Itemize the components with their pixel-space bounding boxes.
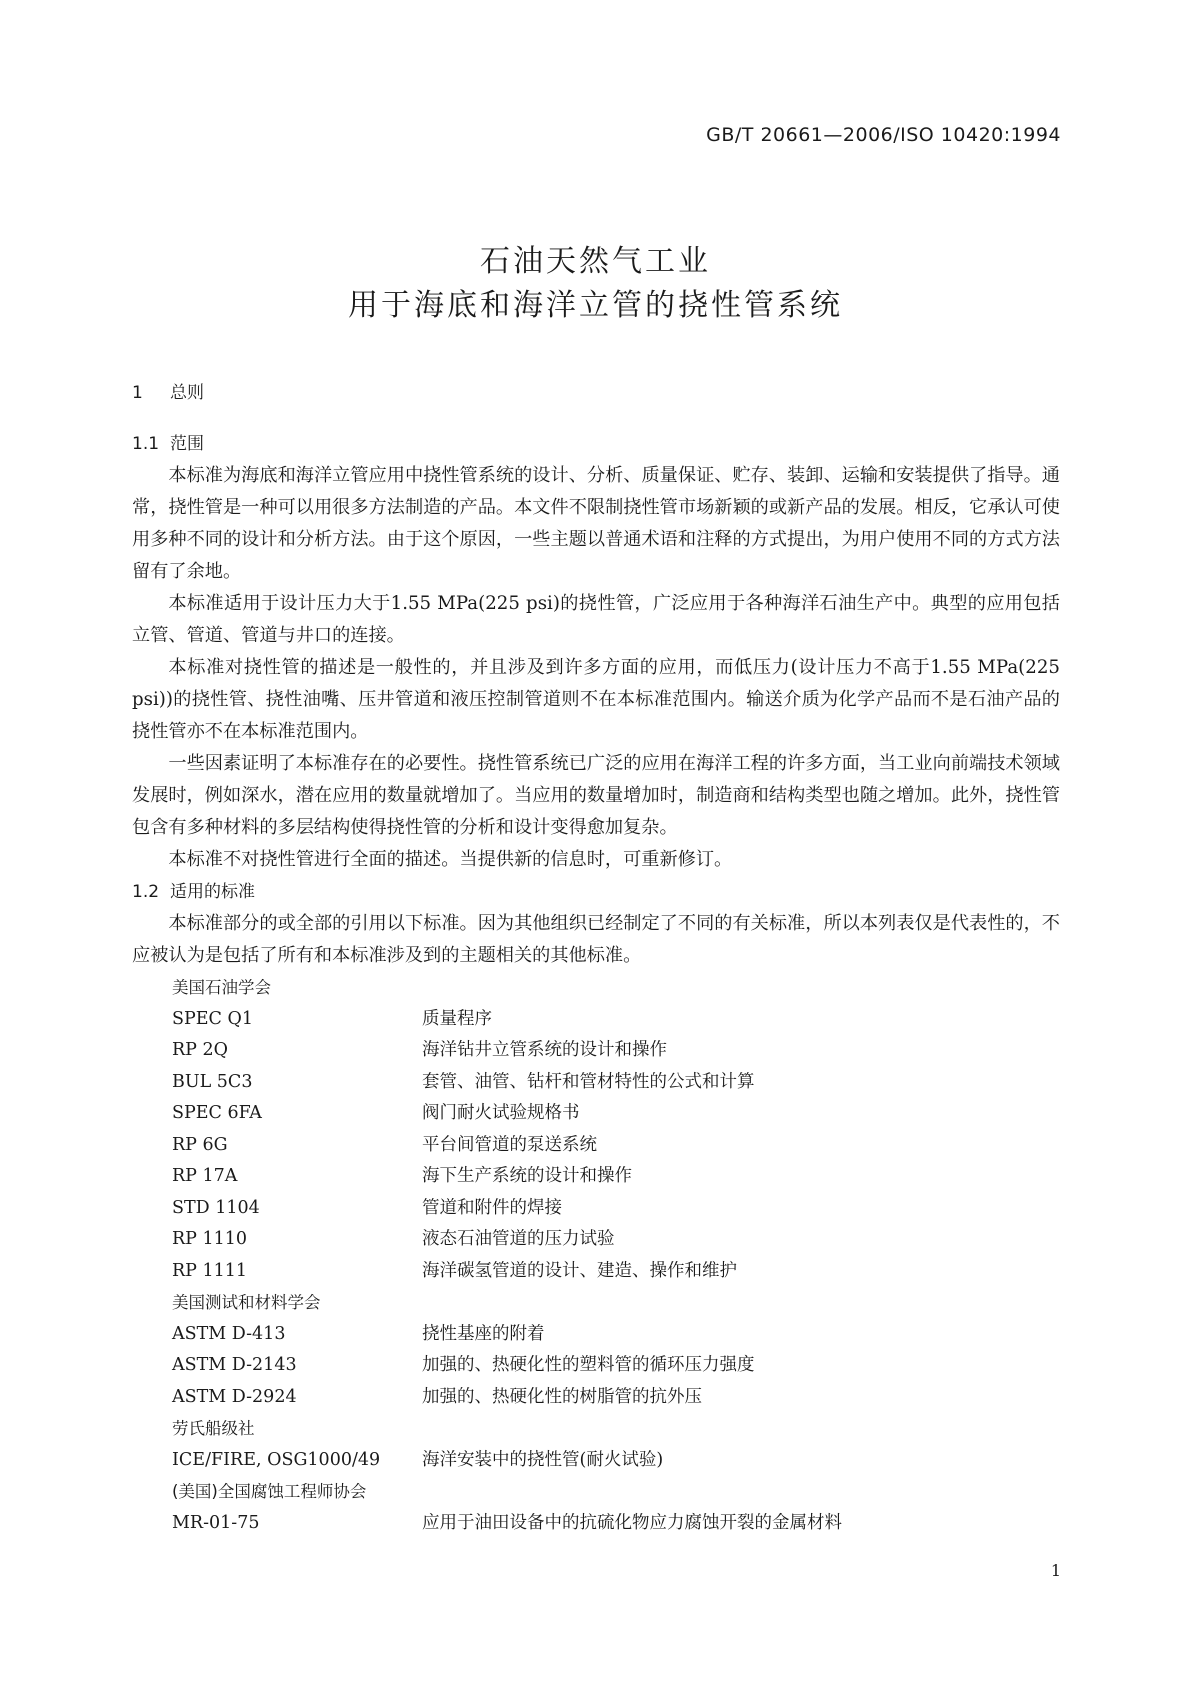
- reference-code: RP 2Q: [172, 1040, 228, 1060]
- scope-paragraph: 本标准对挠性管的描述是一般性的，并且涉及到许多方面的应用，而低压力(设计压力不高于1.55 MPa(225 psi))的挠性管、挠性油嘴、压井管道和液压控制管道则不在本标准范围内。输送介质为化学产品而不是石油产品的挠性管亦不在本标准范围内。: [132, 657, 1060, 742]
- scope-paragraph: 本标准不对挠性管进行全面的描述。当提供新的信息时，可重新修订。: [168, 849, 733, 870]
- reference-row: [132, 1508, 1060, 1540]
- section-title: 总则: [170, 383, 204, 403]
- section-number: 1: [132, 383, 143, 403]
- document-body: [132, 378, 1060, 1539]
- scope-paragraph: 一些因素证明了本标准存在的必要性。挠性管系统已广泛的应用在海洋工程的许多方面，当工业向前端技术领域发展时，例如深水，潜在应用的数量就增加了。当应用的数量增加时，制造商和结构类型也随之增加。此外，挠性管包含有多种材料的多层结构使得挠性管的分析和设计变得愈加复杂。: [132, 753, 1060, 838]
- reference-description: 管道和附件的焊接: [422, 1197, 562, 1218]
- reference-code: SPEC 6FA: [172, 1103, 262, 1123]
- reference-description: 海洋碳氢管道的设计、建造、操作和维护: [422, 1260, 737, 1281]
- reference-description: 液态石油管道的压力试验: [422, 1229, 615, 1249]
- reference-code: ASTM D-413: [172, 1323, 286, 1344]
- reference-description: 阀门耐火试验规格书: [422, 1103, 580, 1123]
- reference-description: 应用于油田设备中的抗硫化物应力腐蚀开裂的金属材料: [422, 1512, 842, 1533]
- reference-row: [132, 1350, 1060, 1382]
- section-1-heading: [132, 378, 1060, 403]
- reference-description: 质量程序: [422, 1008, 492, 1029]
- reference-code: SPEC Q1: [172, 1008, 253, 1029]
- reference-code: RP 6G: [172, 1134, 228, 1155]
- reference-row: [132, 1224, 1060, 1256]
- reference-code: RP 17A: [172, 1166, 238, 1186]
- reference-row: [132, 1319, 1060, 1351]
- section-1-2-heading: [132, 876, 1060, 908]
- reference-row: [132, 1193, 1060, 1225]
- document-title-line-1: 石油天然气工业: [480, 244, 711, 279]
- reference-description: 加强的、热硬化性的树脂管的抗外压: [422, 1386, 702, 1407]
- org-heading: 美国测试和材料学会: [172, 1293, 321, 1312]
- reference-code: RP 1111: [172, 1260, 248, 1281]
- org-heading: (美国)全国腐蚀工程师协会: [172, 1482, 367, 1501]
- section-title: 范围: [170, 434, 204, 454]
- reference-code: ASTM D-2143: [172, 1355, 297, 1375]
- reference-row: [132, 1098, 1060, 1130]
- section-1-1-heading: [132, 428, 1060, 460]
- reference-description: 加强的、热硬化性的塑料管的循环压力强度: [422, 1355, 755, 1375]
- reference-row: [132, 1035, 1060, 1067]
- org-heading: 美国石油学会: [172, 978, 271, 997]
- scope-paragraph: 本标准为海底和海洋立管应用中挠性管系统的设计、分析、质量保证、贮存、装卸、运输和安装提供了指导。通常，挠性管是一种可以用很多方法制造的产品。本文件不限制挠性管市场新颖的或新产品的发展。相反，它承认可使用多种不同的设计和分析方法。由于这个原因，一些主题以普通术语和注释的方式提出，为用户使用不同的方式方法留有了余地。: [132, 465, 1060, 582]
- reference-description: 海洋安装中的挠性管(耐火试验): [422, 1449, 664, 1470]
- reference-code: ICE/FIRE, OSG1000/49: [172, 1449, 381, 1470]
- reference-code: RP 1110: [172, 1229, 248, 1249]
- references-intro: 本标准部分的或全部的引用以下标准。因为其他组织已经制定了不同的有关标准，所以本列表仅是代表性的，不应被认为是包括了所有和本标准涉及到的主题相关的其他标准。: [132, 913, 1060, 966]
- reference-row: [132, 1067, 1060, 1099]
- reference-code: MR-01-75: [172, 1512, 260, 1533]
- reference-row: [132, 1004, 1060, 1036]
- section-title: 适用的标准: [170, 882, 255, 902]
- section-number: 1.2: [132, 882, 160, 902]
- reference-row: [132, 1382, 1060, 1414]
- reference-row: [132, 1130, 1060, 1162]
- standard-code: GB/T 20661—2006/ISO 10420:1994: [706, 124, 1061, 146]
- reference-code: STD 1104: [172, 1197, 260, 1218]
- reference-row: [132, 1256, 1060, 1288]
- document-title-line-2: 用于海底和海洋立管的挠性管系统: [348, 288, 843, 323]
- reference-description: 挠性基座的附着: [422, 1323, 545, 1344]
- section-number: 1.1: [132, 434, 160, 454]
- page-number: 1: [1050, 1561, 1061, 1580]
- reference-description: 套管、油管、钻杆和管材特性的公式和计算: [422, 1071, 755, 1092]
- reference-row: [132, 1161, 1060, 1193]
- reference-description: 海下生产系统的设计和操作: [422, 1166, 632, 1186]
- reference-description: 平台间管道的泵送系统: [422, 1134, 597, 1155]
- reference-code: BUL 5C3: [172, 1071, 253, 1092]
- reference-row: [132, 1445, 1060, 1477]
- scope-paragraph: 本标准适用于设计压力大于1.55 MPa(225 psi)的挠性管，广泛应用于各种海洋石油生产中。典型的应用包括立管、管道、管道与井口的连接。: [132, 593, 1060, 646]
- org-heading: 劳氏船级社: [172, 1419, 255, 1438]
- reference-description: 海洋钻井立管系统的设计和操作: [422, 1040, 667, 1060]
- reference-code: ASTM D-2924: [172, 1386, 297, 1407]
